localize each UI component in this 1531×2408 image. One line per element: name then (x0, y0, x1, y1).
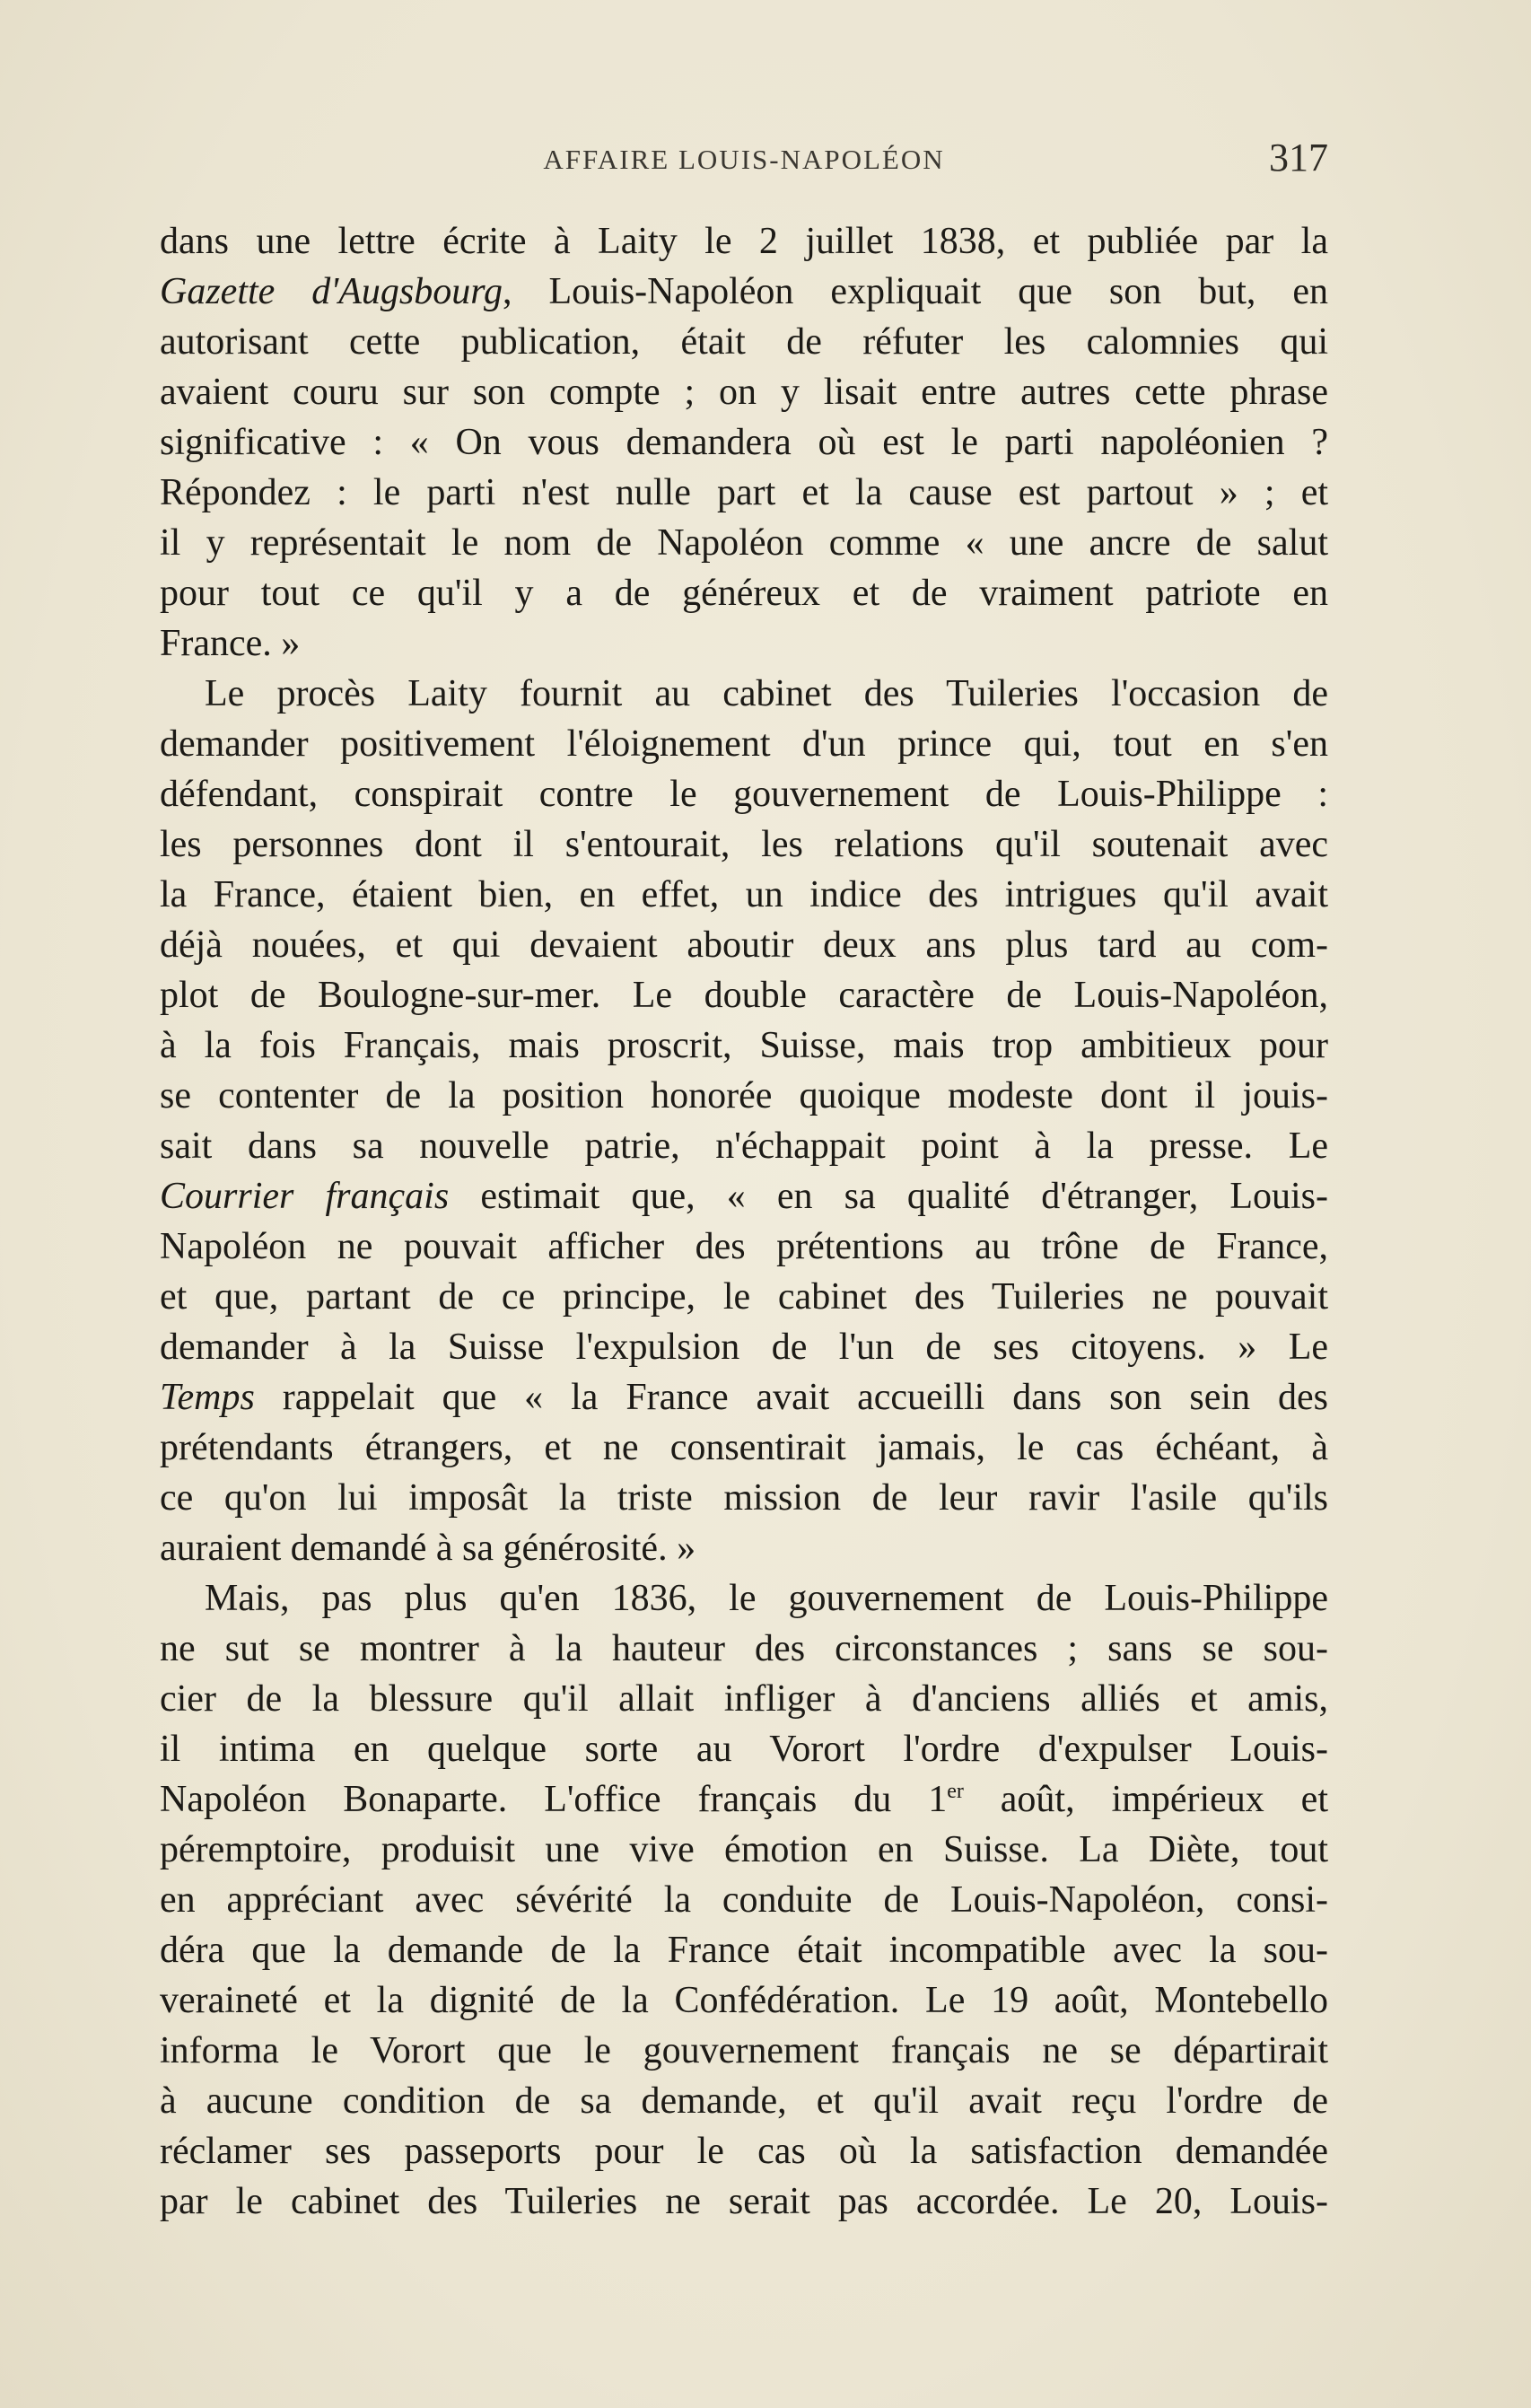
text-segment: à la fois Français, mais proscrit, Suisse, mais trop ambitieux pour (160, 1025, 1328, 1066)
superscript: er (947, 1780, 964, 1803)
italic-title: Temps (160, 1377, 255, 1418)
text-segment: rappelait que « la France avait accueilli dans son sein des (254, 1377, 1328, 1418)
text-line (160, 1222, 1328, 1272)
text-line (160, 1925, 1328, 1975)
text-segment: se contenter de la position honorée quoique modeste dont il jouis- (160, 1075, 1328, 1116)
text-line (160, 1774, 1328, 1825)
page-number: 317 (1269, 136, 1328, 180)
text-line (160, 1071, 1328, 1121)
text-segment: France. » (160, 623, 301, 664)
text-line (160, 1020, 1328, 1071)
text-segment: Répondez : le parti n'est nulle part et la cause est partout » ; et (160, 472, 1328, 513)
running-title: AFFAIRE LOUIS-NAPOLÉON (543, 144, 945, 175)
text-segment: août, impérieux et (963, 1779, 1328, 1820)
text-segment: plot de Boulogne-sur-mer. Le double caractère de Louis-Napoléon, (160, 975, 1328, 1016)
text-segment: veraineté et la dignité de la Confédération. Le 19 août, Montebello (160, 1980, 1328, 2021)
text-line (160, 819, 1328, 870)
text-segment: les personnes dont il s'entourait, les relations qu'il soutenait avec (160, 824, 1328, 865)
text-line (160, 267, 1328, 317)
text-segment: à aucune condition de sa demande, et qu'il avait reçu l'ordre de (160, 2080, 1328, 2122)
text-line (160, 1423, 1328, 1473)
text-line (160, 1272, 1328, 1322)
text-line (160, 870, 1328, 920)
text-line (160, 568, 1328, 618)
text-line (160, 1674, 1328, 1724)
text-segment: informa le Vorort que le gouvernement français ne se départirait (160, 2030, 1328, 2071)
text-segment: autorisant cette publication, était de réfuter les calomnies qui (160, 321, 1328, 363)
text-segment: pour tout ce qu'il y a de généreux et de vraiment patriote en (160, 573, 1328, 614)
text-line (160, 317, 1328, 367)
page-header (160, 135, 1328, 197)
text-line (160, 719, 1328, 769)
text-line (160, 1573, 1328, 1624)
text-line (160, 669, 1328, 719)
body-text (160, 216, 1328, 2227)
text-segment: significative : « On vous demandera où est le parti napoléonien ? (160, 422, 1328, 463)
text-segment: demander à la Suisse l'expulsion de l'un de ses citoyens. » Le (160, 1327, 1328, 1368)
text-line (160, 2176, 1328, 2227)
text-line (160, 1624, 1328, 1674)
text-line (160, 518, 1328, 568)
text-segment: Mais, pas plus qu'en 1836, le gouvernement de Louis-Philippe (205, 1578, 1328, 1619)
text-segment: avaient couru sur son compte ; on y lisait entre autres cette phrase (160, 372, 1328, 413)
text-segment: en appréciant avec sévérité la conduite de Louis-Napoléon, consi- (160, 1879, 1328, 1921)
text-line (160, 1724, 1328, 1774)
text-segment: Napoléon ne pouvait afficher des prétentions au trône de France, (160, 1226, 1328, 1267)
text-segment: défendant, conspirait contre le gouvernement de Louis-Philippe : (160, 774, 1328, 815)
text-segment: prétendants étrangers, et ne consentirait jamais, le cas échéant, à (160, 1427, 1328, 1468)
text-segment: déra que la demande de la France était incompatible avec la sou- (160, 1930, 1328, 1971)
text-line (160, 367, 1328, 417)
text-line (160, 1975, 1328, 2026)
text-segment: par le cabinet des Tuileries ne serait pas accordée. Le 20, Louis- (160, 2181, 1328, 2222)
italic-title: Courrier français (160, 1176, 450, 1217)
text-segment: dans une lettre écrite à Laity le 2 juillet 1838, et publiée par la (160, 221, 1328, 262)
text-line (160, 1121, 1328, 1171)
text-line (160, 2026, 1328, 2076)
text-segment: réclamer ses passeports pour le cas où la satisfaction demandée (160, 2131, 1328, 2172)
text-line (160, 1875, 1328, 1925)
text-segment: Le procès Laity fournit au cabinet des Tuileries l'occasion de (205, 673, 1328, 714)
text-segment: estimait que, « en sa qualité d'étranger, Louis- (449, 1176, 1329, 1217)
text-segment: il y représentait le nom de Napoléon comme « une ancre de salut (160, 522, 1328, 564)
text-line (160, 920, 1328, 970)
text-segment: la France, étaient bien, en effet, un indice des intrigues qu'il avait (160, 874, 1328, 915)
text-segment: demander positivement l'éloignement d'un prince qui, tout en s'en (160, 723, 1328, 765)
text-line (160, 769, 1328, 819)
text-line (160, 468, 1328, 518)
text-line (160, 2126, 1328, 2176)
text-line (160, 417, 1328, 468)
text-segment: et que, partant de ce principe, le cabinet des Tuileries ne pouvait (160, 1276, 1328, 1318)
text-segment: Napoléon Bonaparte. L'office français du 1 (160, 1779, 948, 1820)
text-segment: ce qu'on lui imposât la triste mission de leur ravir l'asile qu'ils (160, 1477, 1328, 1519)
text-line (160, 216, 1328, 267)
text-line (160, 618, 1328, 669)
text-segment: auraient demandé à sa générosité. » (160, 1528, 696, 1569)
text-segment: , Louis-Napoléon expliquait que son but, en (503, 271, 1328, 312)
text-line (160, 1825, 1328, 1875)
text-line (160, 970, 1328, 1020)
text-line (160, 1322, 1328, 1372)
text-segment: péremptoire, produisit une vive émotion en Suisse. La Diète, tout (160, 1829, 1328, 1870)
text-line (160, 1171, 1328, 1222)
text-segment: ne sut se montrer à la hauteur des circonstances ; sans se sou- (160, 1628, 1328, 1669)
text-segment: déjà nouées, et qui devaient aboutir deux ans plus tard au com- (160, 924, 1328, 966)
text-line (160, 2076, 1328, 2126)
italic-title: Gazette d'Augsbourg (160, 271, 503, 312)
text-line (160, 1523, 1328, 1573)
text-line (160, 1372, 1328, 1423)
text-segment: il intima en quelque sorte au Vorort l'ordre d'expulser Louis- (160, 1729, 1328, 1770)
text-segment: cier de la blessure qu'il allait infliger à d'anciens alliés et amis, (160, 1678, 1328, 1720)
text-line (160, 1473, 1328, 1523)
text-segment: sait dans sa nouvelle patrie, n'échappait point à la presse. Le (160, 1125, 1328, 1167)
